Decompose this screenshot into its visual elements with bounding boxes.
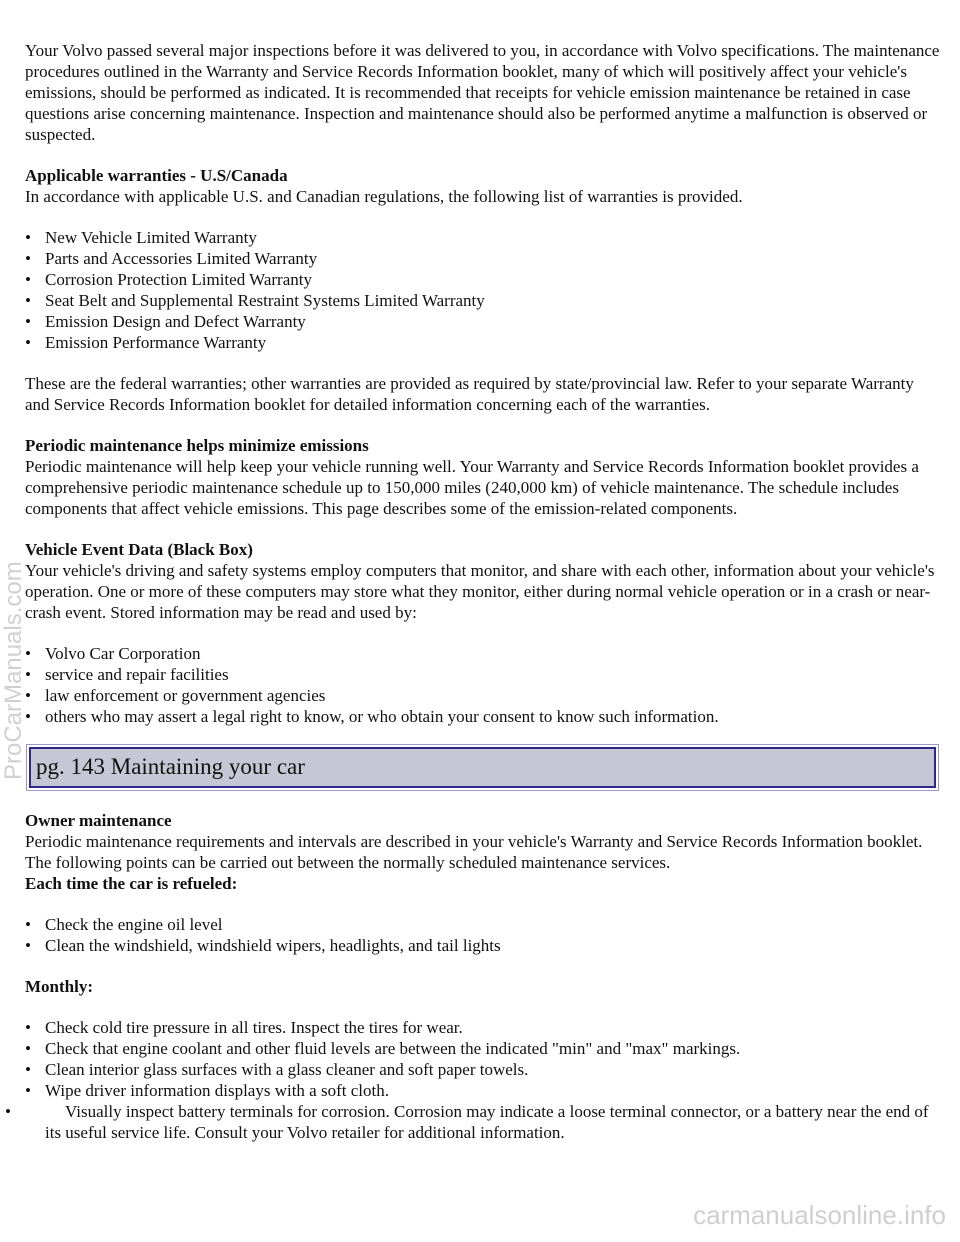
list-item: • New Vehicle Limited Warranty bbox=[45, 227, 940, 248]
intro-paragraph: Your Volvo passed several major inspections before it was delivered to you, in accordance with Volvo specifications. The maintenance procedures outlined in the Warranty and Service Records Information booklet, many of which will positively affect your vehicle's emissions, should be performed as indicated. It is recommended that receipts for vehicle emission maintenance be retained in case questions arise concerning maintenance. Inspection and maintenance should also be performed anytime a malfunction is observed or suspected. bbox=[25, 41, 940, 144]
owner-text-1: Periodic maintenance requirements and intervals are described in your vehicle's Warranty and Service Records Information booklet. bbox=[25, 832, 923, 851]
monthly-section bbox=[25, 976, 940, 997]
owner-text-2: The following points can be carried out between the normally scheduled maintenance services. bbox=[25, 853, 671, 872]
monthly-list bbox=[25, 1017, 940, 1143]
list-item-text: Visually inspect battery terminals for corrosion. Corrosion may indicate a loose terminal connector, or a battery near the end of its useful service life. Consult your Volvo retailer for additional information. bbox=[45, 1102, 929, 1142]
owner-section bbox=[25, 810, 940, 894]
list-item: • Check the engine oil level bbox=[45, 914, 940, 935]
list-item: • law enforcement or government agencies bbox=[45, 685, 940, 706]
refuel-list bbox=[25, 914, 940, 956]
monthly-heading: Monthly: bbox=[25, 977, 93, 996]
list-item: • Check cold tire pressure in all tires. Inspect the tires for wear. bbox=[45, 1017, 940, 1038]
list-item bbox=[25, 1101, 940, 1143]
list-item: • Wipe driver information displays with a soft cloth. bbox=[45, 1080, 940, 1101]
list-item: • Corrosion Protection Limited Warranty bbox=[45, 269, 940, 290]
periodic-heading: Periodic maintenance helps minimize emissions bbox=[25, 436, 369, 455]
black-box-section bbox=[25, 539, 940, 623]
list-item: • Parts and Accessories Limited Warranty bbox=[45, 248, 940, 269]
watermark-procarmanuals: ProCarManuals.com bbox=[0, 561, 27, 780]
manual-page bbox=[25, 40, 940, 1163]
list-item: • Emission Performance Warranty bbox=[45, 332, 940, 353]
warranties-after-paragraph: These are the federal warranties; other warranties are provided as required by state/provincial law. Refer to your separate Warranty and Service Records Information booklet for detailed information concerning each of the warranties. bbox=[25, 374, 914, 414]
owner-heading: Owner maintenance bbox=[25, 811, 172, 830]
warranties-heading: Applicable warranties - U.S/Canada bbox=[25, 166, 288, 185]
periodic-section bbox=[25, 435, 940, 519]
black-box-heading: Vehicle Event Data (Black Box) bbox=[25, 540, 253, 559]
list-item: • service and repair facilities bbox=[45, 664, 940, 685]
list-item: • Clean the windshield, windshield wipers, headlights, and tail lights bbox=[45, 935, 940, 956]
list-item: • Volvo Car Corporation bbox=[45, 643, 940, 664]
black-box-list bbox=[25, 643, 940, 727]
list-item: • Check that engine coolant and other fluid levels are between the indicated "min" and "max" markings. bbox=[45, 1038, 940, 1059]
periodic-text: Periodic maintenance will help keep your vehicle running well. Your Warranty and Service Records Information booklet provides a comprehensive periodic maintenance schedule up to 150,000 miles (240,000 km) of vehicle maintenance. The schedule includes components that affect vehicle emissions. This page describes some of the emission-related components. bbox=[25, 457, 919, 518]
section-title-bar bbox=[29, 747, 936, 788]
list-item: • Seat Belt and Supplemental Restraint Systems Limited Warranty bbox=[45, 290, 940, 311]
refuel-heading: Each time the car is refueled: bbox=[25, 874, 238, 893]
list-item: • Clean interior glass surfaces with a glass cleaner and soft paper towels. bbox=[45, 1059, 940, 1080]
warranties-section bbox=[25, 165, 940, 207]
warranties-text: In accordance with applicable U.S. and Canadian regulations, the following list of warranties is provided. bbox=[25, 187, 743, 206]
list-item: • Emission Design and Defect Warranty bbox=[45, 311, 940, 332]
warranties-list bbox=[25, 227, 940, 353]
watermark-carmanualsonline: carmanualsonline.info bbox=[693, 1200, 946, 1230]
section-title: pg. 143 Maintaining your car bbox=[36, 754, 305, 779]
black-box-text: Your vehicle's driving and safety systems employ computers that monitor, and share with each other, information about your vehicle's operation. One or more of these computers may store what they monitor, either during normal vehicle operation or in a crash or near-crash event. Stored information may be read and used by: bbox=[25, 561, 935, 622]
list-item: • others who may assert a legal right to know, or who obtain your consent to know such information. bbox=[45, 706, 940, 727]
